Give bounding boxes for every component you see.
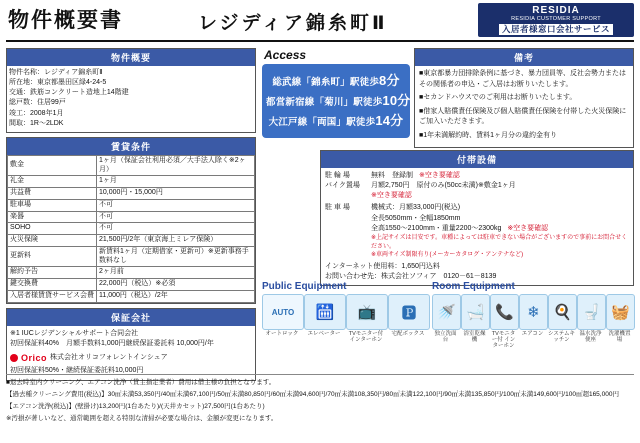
outline-section — [6, 48, 256, 133]
system-kitchen-icon: 🍳 — [548, 294, 577, 330]
bath-dryer-icon: 🛁 — [461, 294, 490, 330]
table-row — [8, 235, 255, 247]
fee-key: SOHO — [8, 223, 97, 235]
equipment-item — [548, 294, 575, 349]
bike-note: ※空き要確認 — [371, 192, 412, 200]
washstand-icon: 🚿 — [432, 294, 461, 330]
room-equipment-grid — [432, 294, 638, 349]
fee-key: 鍵交換費 — [8, 279, 97, 291]
remarks-label: 備考 — [415, 49, 633, 66]
equipment-caption: TVモニター付 インターホン — [348, 331, 384, 344]
fee-value: 不可 — [97, 211, 255, 223]
bicycle-value: 無料 登録制 — [371, 172, 413, 179]
table-row — [8, 199, 255, 211]
fee-value: 22,000円（税込）※必須 — [97, 279, 255, 291]
header-divider — [6, 40, 634, 42]
table-row — [8, 155, 255, 176]
remarks-body — [415, 66, 633, 147]
orico-brand: Orico — [21, 352, 48, 363]
fee-value: 1ヶ月（保証会社利用必須／大手法人除く※2ヶ月） — [97, 155, 255, 176]
fee-value: 新賃料1ヶ月（定期借家・更新可）※更新事務手数料なし — [97, 246, 255, 267]
equipment-caption: システムキッチン — [548, 331, 575, 344]
parking-section — [320, 150, 634, 286]
footer-line: 【過去種クリーニング費用(税込)】30㎡未満53,350円/40㎡未満67,100円/50㎡未満80,850円/60㎡未満94,600円/70㎡未満108,350円/80㎡未満122,100円/90㎡未満135,850円/100㎡未満149,600円/100㎡超165,000円 — [6, 391, 619, 399]
remark-item: ■東京都暴力団排除条例に基づき、暴力団員等、反社会勢力またはその関係者の申込・ご入居はお断りいたします。 — [419, 70, 626, 88]
bicycle-key: 駐 輪 場 — [325, 172, 350, 179]
table-row — [8, 223, 255, 235]
equipment-item — [519, 294, 546, 349]
bicycle-row — [325, 171, 629, 181]
fee-value: 11,000円（税込）/2年 — [97, 290, 255, 302]
equipment-caption: エレベーター — [307, 331, 341, 337]
fee-value: 21,500円/2年（東京海上ミレア保険） — [97, 235, 255, 247]
equipment-caption: 浴室乾燥機 — [463, 331, 486, 344]
equipment-item — [577, 294, 604, 349]
table-row — [8, 290, 255, 302]
access-line-text: 総武線「錦糸町」駅徒歩 — [272, 77, 380, 88]
right-column — [414, 48, 634, 148]
badge-service: 入居者様窓口会社サービス — [499, 24, 613, 35]
intercom-icon: 📞 — [490, 294, 519, 330]
footer-line: ※汚損が著しいなど、通常範囲を超える特別な清掃が必要な場合は、金額が変更になります。 — [6, 415, 278, 423]
fees-label: 賃貸条件 — [7, 138, 255, 155]
parking-body — [321, 168, 633, 285]
fees-section — [6, 137, 256, 304]
outline-row: 竣工：2008年1月 — [9, 109, 64, 117]
equipment-item — [606, 294, 633, 349]
equipment-item — [262, 294, 302, 343]
fee-key: 楽器 — [8, 211, 97, 223]
residia-support-badge — [478, 3, 634, 37]
guarantee-line-2: 初回保証料40% 月額手数料1,000円継続保証委託料 10,000円/年 — [10, 340, 214, 348]
table-row — [8, 188, 255, 200]
outline-label: 物件概要 — [7, 49, 255, 66]
public-equipment-title: Public Equipment — [262, 281, 347, 292]
equipment-caption: エアコン — [521, 331, 544, 337]
fees-table — [7, 155, 255, 303]
guarantee-line-1: ※1 IUCレジデンシャルサポート合同会社 — [10, 329, 139, 337]
car-size-1: 全長5050mm・全幅1850mm — [371, 214, 461, 222]
guarantee-section — [6, 308, 256, 381]
document-header — [0, 0, 640, 44]
middle-column — [262, 48, 410, 138]
equipment-caption: オートロック — [265, 331, 299, 337]
outline-body — [7, 66, 255, 132]
fee-value: 10,000円・15,000円 — [97, 188, 255, 200]
auto-lock-icon: AUTO — [262, 294, 304, 330]
air-conditioner-icon: ❄ — [519, 294, 548, 330]
outline-row: 物件名称：レジディア錦糸町Ⅱ — [9, 69, 103, 76]
access-line — [266, 71, 406, 91]
fee-key: 駐車場 — [8, 199, 97, 211]
contact-line: お問い合わせ先：株式会社ソフィア 0120－61－8139 — [325, 273, 497, 281]
bike-row — [325, 181, 629, 191]
equipment-caption: 洗濯機置場 — [608, 331, 631, 344]
parking-label: 付帯設備 — [321, 151, 633, 168]
equipment-caption: TVモニター付 インターホン — [491, 331, 516, 350]
orico-company: 株式会社オリコフォレントインシュア — [50, 354, 168, 362]
fee-value: 不可 — [97, 223, 255, 235]
access-line-text: 都営新宿線「菊川」駅徒歩 — [266, 97, 383, 109]
fee-key: 礼金 — [8, 176, 97, 188]
remark-item: ■借家人賠償責任保険及び個人賠償責任保険を付帯した火災保険にご加入いただきます。 — [419, 107, 627, 125]
fee-value: 不可 — [97, 199, 255, 211]
footer-notes — [6, 372, 634, 426]
equipment-item — [432, 294, 459, 349]
guarantee-line-3: 初回保証料50%・継続保証委託料10,000円 — [10, 367, 144, 375]
equipment-item — [490, 294, 517, 349]
car-key: 駐 車 場 — [325, 204, 350, 212]
room-equipment-title: Room Equipment — [432, 281, 515, 292]
fee-key: 火災保険 — [8, 235, 97, 247]
badge-brand: RESIDIA — [532, 4, 580, 16]
remark-item: ■1年未満解約時、賃料1ヶ月分の違約金有り — [419, 131, 558, 139]
table-row — [8, 246, 255, 267]
room-equipment-section — [432, 281, 638, 349]
access-line-minutes: 14分 — [375, 113, 404, 129]
bicycle-note: ※空き要確認 — [419, 172, 460, 179]
outline-row: 間取：1R～2LDK — [9, 119, 64, 127]
table-row — [8, 267, 255, 279]
fee-key: 解約予告 — [8, 267, 97, 279]
access-line-text: 大江戸線「両国」駅徒歩 — [268, 117, 376, 129]
outline-row: 所在地：東京都墨田区緑4-24-5 — [9, 79, 107, 87]
washer-space-icon: 🧺 — [606, 294, 635, 330]
access-line-minutes: 10分 — [382, 93, 411, 109]
fee-key: 入居者様賃貸サービス会費 — [8, 290, 97, 302]
equipment-item — [461, 294, 488, 349]
guarantee-label: 保証会社 — [7, 309, 255, 326]
fee-value: 1ヶ月 — [97, 176, 255, 188]
orico-row — [10, 352, 252, 366]
washlet-icon: 🚽 — [577, 294, 606, 330]
property-name-title: レジディア錦糸町Ⅱ — [198, 13, 388, 34]
equipment-item — [388, 294, 428, 343]
table-row — [8, 211, 255, 223]
car-value: 機械式：月額33,000円(税込) — [371, 204, 461, 212]
badge-sub: RESIDIA CUSTOMER SUPPORT — [511, 15, 601, 22]
equipment-item — [304, 294, 344, 343]
equipment-caption: 温水洗浄便座 — [579, 331, 602, 344]
bike-key: バイク置場 — [325, 182, 360, 190]
car-size-2: 全高1550～2100mm・重量2200～2300kg — [371, 224, 502, 232]
access-line-minutes: 8分 — [379, 73, 400, 88]
footer-divider — [6, 374, 634, 375]
outline-row: 総戸数：住居99戸 — [9, 99, 66, 107]
page-title: 物件概要書 — [8, 9, 123, 32]
table-row — [8, 176, 255, 188]
internet-fee: インターネット使用料：1,650円込料 — [325, 262, 440, 270]
orico-mark-icon — [10, 354, 18, 362]
car-note: ※空き要確認 — [507, 224, 549, 232]
footer-line: 【エアコン洗浄(税込)】(壁掛け)13,200円(1台あたり)/(天井カセット)27,500円(1台あたり) — [6, 403, 265, 411]
access-line — [266, 111, 406, 131]
fee-key: 敷金 — [8, 155, 97, 176]
public-equipment-grid — [262, 294, 432, 343]
fee-key: 更新料 — [8, 246, 97, 267]
fee-value: 2ヶ月前 — [97, 267, 255, 279]
remark-item: ■セカンドハウスでのご利用はお断りいたします。 — [419, 94, 577, 101]
access-panel — [262, 64, 410, 138]
left-column — [6, 48, 256, 381]
public-equipment-section — [262, 281, 432, 343]
outline-row: 交通：鉄筋コンクリート造地上14階建 — [9, 89, 129, 97]
equipment-caption: 宅配ボックス — [391, 331, 425, 337]
car-fine-2: ※車両サイズ制限有り(メーカーカタログ・アンテナなど) — [371, 252, 524, 259]
tv-intercom-icon: 📺 — [346, 294, 388, 330]
table-row — [8, 279, 255, 291]
fee-key: 共益費 — [8, 188, 97, 200]
remarks-section — [414, 48, 634, 148]
bike-value: 月額2,750円 原付のみ(50cc未満)※敷金1ヶ月 — [371, 182, 516, 190]
delivery-box-icon: 🅿 — [388, 294, 430, 330]
access-title: Access — [264, 48, 307, 62]
equipment-caption: 独立洗面台 — [434, 331, 457, 344]
car-row — [325, 203, 629, 213]
equipment-item — [346, 294, 386, 343]
footer-line: ■退去時室内クリーニング、エアコン洗浄（貸主指定業者）費用は借主様の負担となります。 — [6, 379, 276, 386]
car-fine-1: ※上記サイズは目安です。車種によっては駐車できない場合がございますので事前にお問合せください。 — [371, 234, 628, 250]
elevator-icon: 🛗 — [304, 294, 346, 330]
access-line — [266, 91, 411, 111]
